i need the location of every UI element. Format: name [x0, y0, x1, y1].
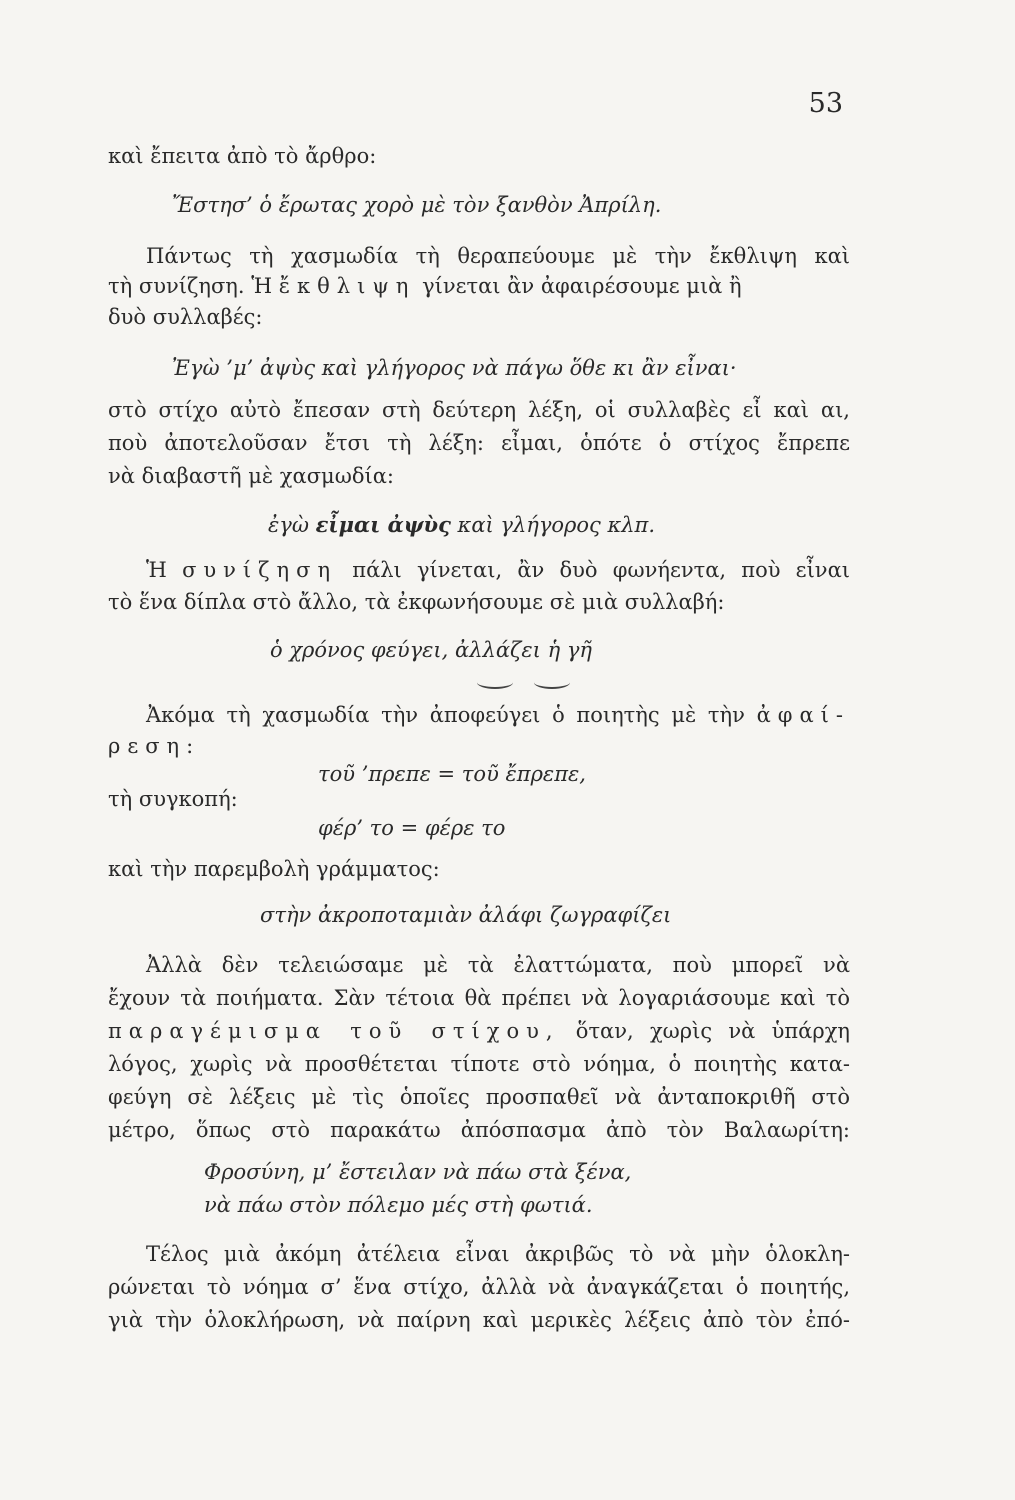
text-line: ἔχουν τὰ ποιήματα. Σὰν τέτοια θὰ πρέπει νὰ λογαριάσουμε καὶ τὸ: [108, 986, 850, 1010]
synizesis-arc: [534, 676, 570, 689]
text-line: [108, 276, 742, 297]
synizesis-arc: [477, 676, 513, 689]
text-run: Ἡ: [146, 558, 167, 582]
text-line: τὸ ἕνα δίπλα στὸ ἄλλο, τὰ ἐκφωνήσουμε σὲ μιὰ συλλαβή:: [108, 590, 725, 614]
bold-run: εἶμαι ἀψὺς: [315, 512, 451, 537]
verse-line: Φροσύνη, μ’ ἔστειλαν νὰ πάω στὰ ξένα,: [204, 1160, 632, 1184]
verse-line: [268, 514, 655, 536]
spaced-term: συνίζηση: [182, 558, 338, 582]
text-line: [108, 1021, 850, 1042]
text-run: πάλι γίνεται, ἂν δυὸ φωνήεντα, ποὺ εἶναι: [352, 558, 850, 582]
verse-line: νὰ πάω στὸν πόλεμο μές στὴ φωτιά.: [204, 1193, 593, 1217]
text-line: γιὰ τὴν ὁλοκλήρωση, νὰ παίρνη καὶ μερικὲς λέξεις ἀπὸ τὸν ἐπό-: [108, 1308, 850, 1332]
text-line: μέτρο, ὅπως στὸ παρακάτω ἀπόσπασμα ἀπὸ τὸν Βαλαωρίτη:: [108, 1118, 850, 1142]
page-number: 53: [808, 88, 843, 119]
example-line: φέρ’ το = φέρε το: [318, 816, 506, 840]
text-line: δυὸ συλλαβές:: [108, 305, 263, 329]
text-line: [146, 705, 850, 726]
text-line: Πάντως τὴ χασμωδία τὴ θεραπεύουμε μὲ τὴν ἔκθλιψη καὶ: [146, 244, 850, 268]
text-run: Ἀκόμα τὴ χασμωδία τὴν ἀποφεύγει ὁ ποιητὴς μὲ τὴν: [146, 703, 745, 727]
spaced-term: ἀφαί-: [756, 703, 850, 727]
text-line: νὰ διαβαστῆ μὲ χασμωδία:: [108, 464, 394, 488]
verse-line: Ἔστησ’ ὁ ἔρωτας χορὸ μὲ τὸν ξανθὸν Ἀπρίλη.: [172, 193, 662, 217]
text-run: καὶ γλήγορος κλπ.: [457, 513, 656, 537]
text-line: ποὺ ἀποτελοῦσαν ἔτσι τὴ λέξη: εἶμαι, ὁπότε ὁ στίχος ἔπρεπε: [108, 431, 850, 455]
text-run: ὅταν, χωρὶς νὰ ὑπάρχη: [575, 1019, 850, 1043]
text-run: ἐγὼ: [268, 513, 309, 537]
verse-line: στὴν ἀκροποταμιὰν ἀλάφι ζωγραφίζει: [260, 903, 672, 927]
text-line: καὶ τὴν παρεμβολὴ γράμματος:: [108, 857, 440, 881]
spaced-term: παραγέμισμα τοῦ στίχου,: [108, 1019, 560, 1043]
text-line: Ἀλλὰ δὲν τελειώσαμε μὲ τὰ ἐλαττώματα, ποὺ μπορεῖ νὰ: [146, 953, 850, 977]
example-line: τοῦ ’πρεπε = τοῦ ἔπρεπε,: [318, 762, 586, 786]
text-run: τὴ συνίζηση. Ἡ: [108, 274, 273, 298]
text-line: Τέλος μιὰ ἀκόμη ἀτέλεια εἶναι ἀκριβῶς τὸ νὰ μὴν ὁλοκλη-: [146, 1242, 850, 1266]
text-line: [146, 560, 850, 581]
verse-line: ὁ χρόνος φεύγει, ἀλλάζει ἡ γῆ: [270, 638, 592, 662]
text-line: ρώνεται τὸ νόημα σ’ ἕνα στίχο, ἀλλὰ νὰ ἀναγκάζεται ὁ ποιητής,: [108, 1275, 850, 1299]
text-run: γίνεται ἂν ἀφαιρέσουμε μιὰ ἢ: [422, 274, 742, 298]
text-line: στὸ στίχο αὐτὸ ἔπεσαν στὴ δεύτερη λέξη, οἱ συλλαβὲς εἶ καὶ αι,: [108, 398, 850, 422]
text-line: λόγος, χωρὶς νὰ προσθέτεται τίποτε στὸ νόημα, ὁ ποιητὴς κατα-: [108, 1052, 850, 1076]
spaced-term: ρεση:: [108, 734, 201, 758]
spaced-term: ἔκθλιψη: [278, 274, 416, 298]
text-line: φεύγη σὲ λέξεις μὲ τὶς ὁποῖες προσπαθεῖ νὰ ἀνταποκριθῆ στὸ: [108, 1085, 850, 1109]
text-line: καὶ ἔπειτα ἀπὸ τὸ ἄρθρο:: [108, 144, 377, 168]
text-line: τὴ συγκοπή:: [108, 787, 238, 811]
verse-line: Ἐγὼ ’μ’ ἀψὺς καὶ γλήγορος νὰ πάγω ὅθε κι ἂν εἶναι·: [172, 356, 737, 380]
